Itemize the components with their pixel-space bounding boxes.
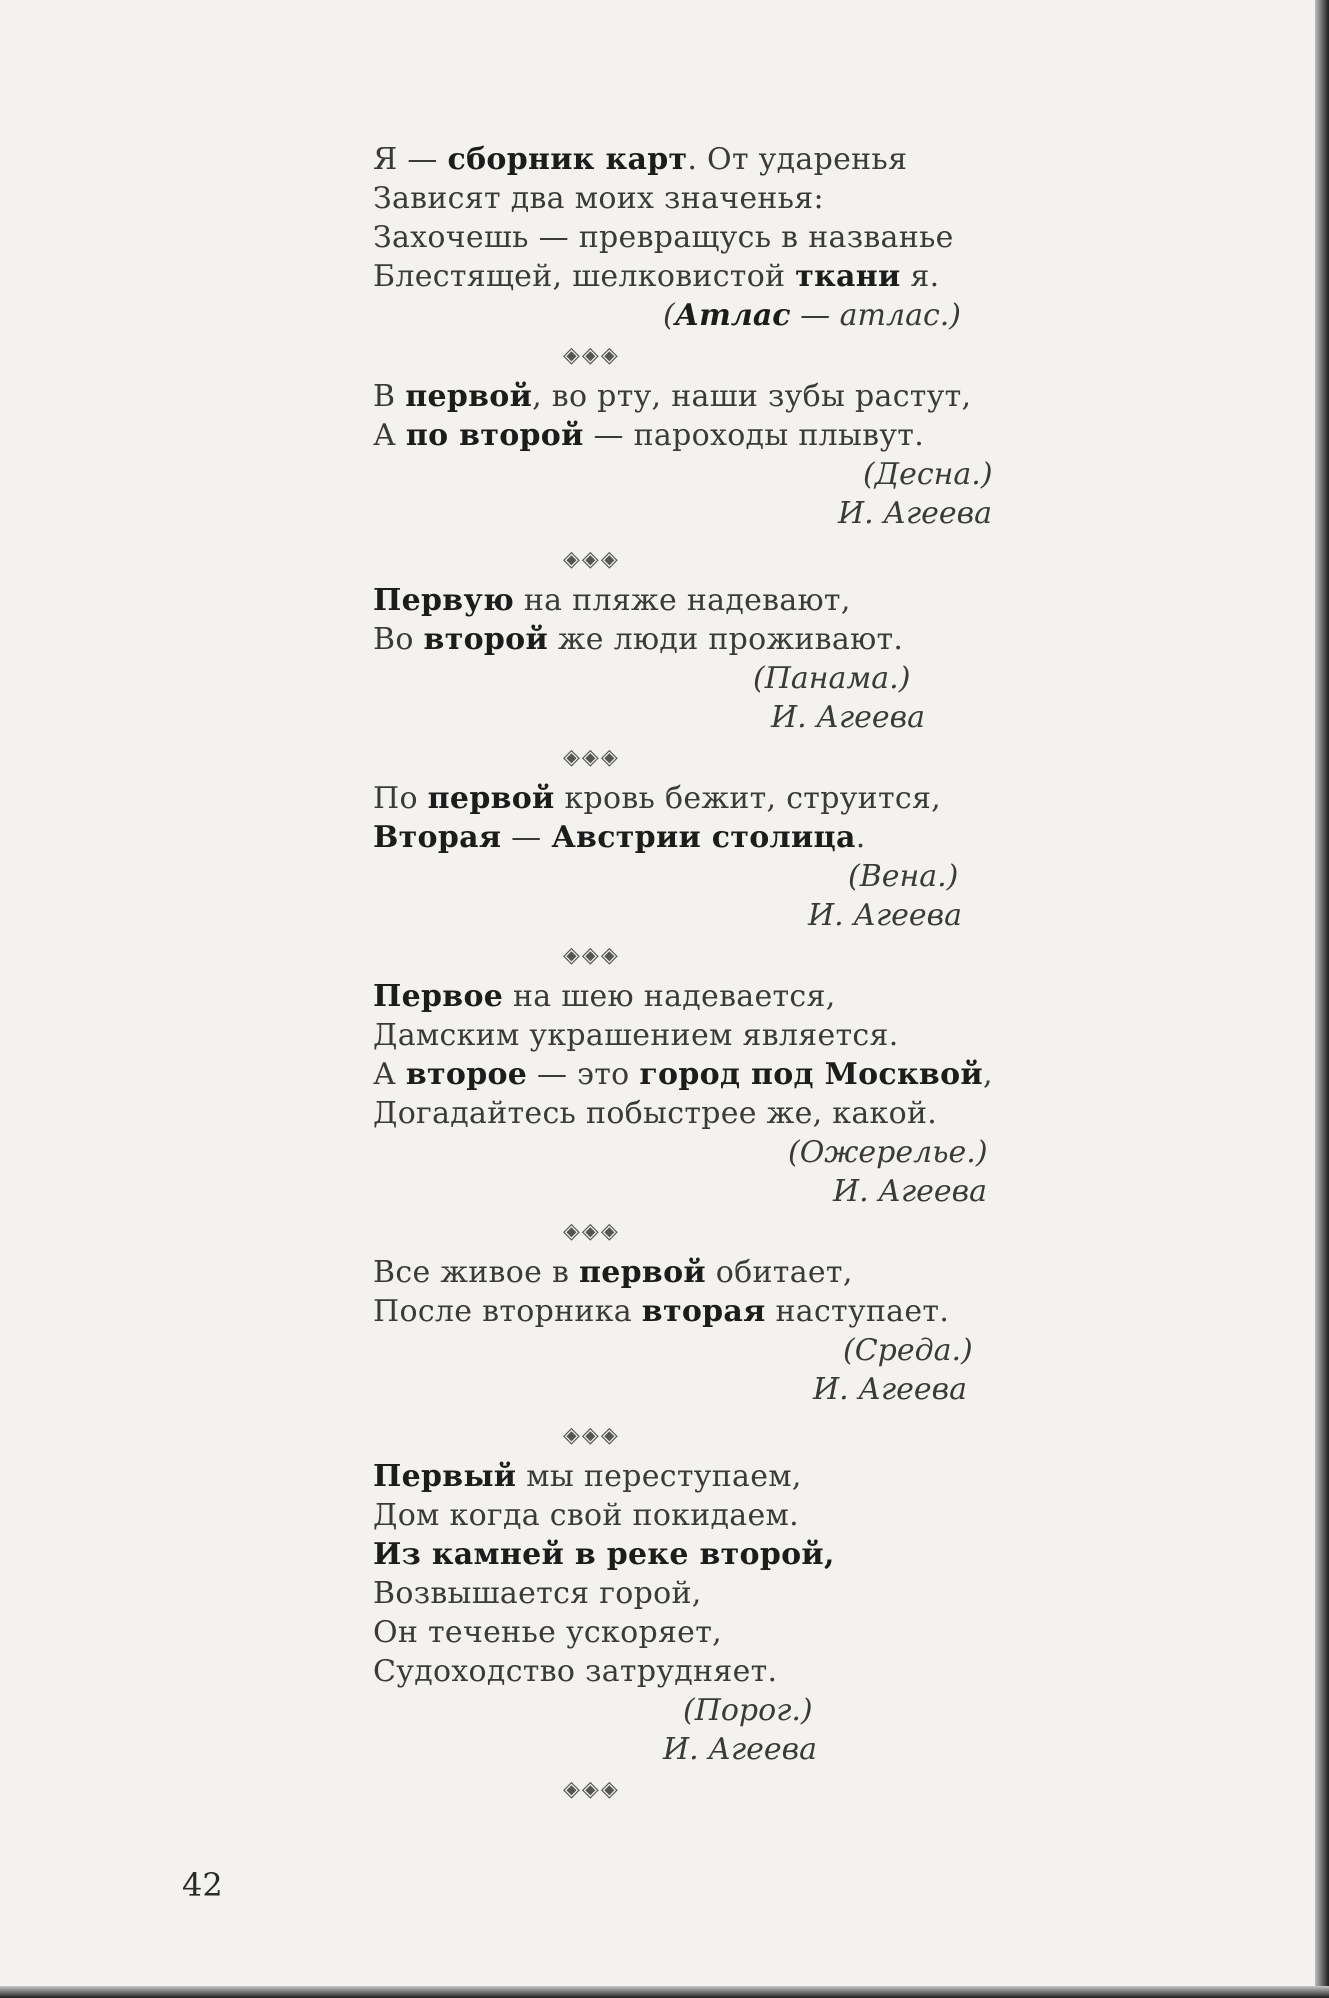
diamond-separator-icon: ◈◈◈ — [563, 547, 620, 572]
diamond-separator-icon: ◈◈◈ — [563, 1777, 620, 1802]
riddle — [373, 140, 1033, 335]
verse-line — [373, 218, 1033, 257]
text-fragment: — это — [527, 1057, 640, 1092]
bold-fragment: первой — [579, 1255, 706, 1290]
page-edge-right — [1315, 0, 1329, 1998]
verse-line — [373, 1253, 1033, 1292]
verse-line — [373, 1613, 1033, 1652]
verse-line — [373, 818, 1033, 857]
riddle-answer — [373, 455, 1033, 494]
verse-line — [373, 1016, 1033, 1055]
text-fragment: А — [373, 1057, 406, 1092]
bold-fragment: по второй — [405, 418, 584, 453]
text-fragment: ( — [663, 298, 675, 333]
bold-fragment: сборник карт — [447, 142, 688, 177]
bold-fragment: Первое — [373, 979, 504, 1014]
riddle — [373, 1253, 1033, 1409]
text-fragment: Возвышается горой, — [373, 1576, 702, 1611]
bold-fragment: Атлас — [674, 298, 791, 333]
riddle — [373, 779, 1033, 935]
bold-fragment: Из камней в реке второй, — [373, 1537, 835, 1572]
text-fragment: (Вена.) — [848, 859, 959, 894]
riddle-answer — [373, 1133, 1033, 1172]
text-fragment: В — [373, 379, 406, 414]
text-fragment: наступает. — [765, 1294, 950, 1329]
text-fragment: на шею надевается, — [503, 979, 836, 1014]
text-fragment: Захочешь — превращусь в названье — [373, 220, 954, 255]
text-fragment: (Панама.) — [753, 661, 911, 696]
verse-line — [373, 377, 1033, 416]
riddle-answer — [373, 857, 1033, 896]
text-fragment: Судоходство затрудняет. — [373, 1654, 778, 1689]
verse-line — [373, 1574, 1033, 1613]
text-fragment: же люди проживают. — [548, 622, 904, 657]
riddle-answer — [373, 1691, 1033, 1730]
verse-line — [373, 581, 1033, 620]
diamond-separator-icon: ◈◈◈ — [563, 343, 620, 368]
text-fragment: (Ожерелье.) — [788, 1135, 988, 1170]
riddle — [373, 377, 1033, 533]
text-fragment: Во — [373, 622, 424, 657]
text-fragment: Я — — [373, 142, 448, 177]
riddle — [373, 1457, 1033, 1769]
riddle-author: И. Агеева — [813, 1372, 967, 1407]
riddle-author: И. Агеева — [663, 1732, 817, 1767]
text-fragment: Дамским украшением является. — [373, 1018, 899, 1053]
verse-line — [373, 257, 1033, 296]
bold-fragment: Первую — [373, 583, 515, 618]
riddle-answer — [373, 296, 1033, 335]
verse-line — [373, 1457, 1033, 1496]
bold-fragment: первой — [405, 379, 533, 414]
bold-fragment: первой — [427, 781, 555, 816]
text-fragment: на пляже надевают, — [514, 583, 851, 618]
verse-line — [373, 1292, 1033, 1331]
verse-line — [373, 140, 1033, 179]
verse-line — [373, 1652, 1033, 1691]
riddle — [373, 581, 1033, 737]
verse-line — [373, 779, 1033, 818]
verse-line — [373, 1055, 1033, 1094]
bold-fragment: второе — [405, 1057, 528, 1092]
text-fragment: Он теченье ускоряет, — [373, 1615, 722, 1650]
verse-line — [373, 1535, 1033, 1574]
page-edge-bottom — [0, 1986, 1329, 1998]
text-fragment: Блестящей, шелковистой — [373, 259, 796, 294]
riddle-author: И. Агеева — [833, 1174, 987, 1209]
text-fragment: кровь бежит, струится, — [554, 781, 942, 816]
riddle-answer — [373, 659, 1033, 698]
text-fragment: . — [855, 820, 866, 855]
page-number: 42 — [182, 1866, 223, 1904]
text-fragment: Зависят два моих значенья: — [373, 181, 824, 216]
text-fragment: По — [373, 781, 428, 816]
text-fragment: мы переступаем, — [516, 1459, 802, 1494]
bold-fragment: второй — [423, 622, 549, 657]
text-fragment: . От ударенья — [687, 142, 908, 177]
verse-line — [373, 1496, 1033, 1535]
bold-fragment: Вторая — [373, 820, 502, 855]
text-fragment: — пароходы плывут. — [583, 418, 925, 453]
riddle-answer — [373, 1331, 1033, 1370]
bold-fragment: город под Москвой — [639, 1057, 983, 1092]
riddle — [373, 977, 1033, 1211]
bold-fragment: Австрии столица — [551, 820, 856, 855]
text-fragment: , во рту, наши зубы растут, — [532, 379, 972, 414]
verse-line — [373, 416, 1033, 455]
diamond-separator-icon: ◈◈◈ — [563, 745, 620, 770]
text-fragment: — атлас.) — [790, 298, 961, 333]
verse-line — [373, 620, 1033, 659]
text-fragment: (Среда.) — [843, 1333, 973, 1368]
riddle-author: И. Агеева — [808, 898, 962, 933]
text-fragment: — — [501, 820, 552, 855]
bold-fragment: вторая — [641, 1294, 766, 1329]
diamond-separator-icon: ◈◈◈ — [563, 1423, 620, 1448]
text-fragment: А — [373, 418, 406, 453]
text-fragment: я. — [900, 259, 940, 294]
text-fragment: Дом когда свой покидаем. — [373, 1498, 800, 1533]
text-fragment: Догадайтесь побыстрее же, какой. — [373, 1096, 938, 1131]
text-fragment: обитает, — [705, 1255, 853, 1290]
diamond-separator-icon: ◈◈◈ — [563, 1219, 620, 1244]
verse-line — [373, 977, 1033, 1016]
riddle-author: И. Агеева — [838, 496, 992, 531]
text-fragment: После вторника — [373, 1294, 642, 1329]
riddle-author: И. Агеева — [771, 700, 925, 735]
text-fragment: Все живое в — [373, 1255, 579, 1290]
diamond-separator-icon: ◈◈◈ — [563, 943, 620, 968]
riddle-list — [373, 140, 1033, 1811]
verse-line — [373, 179, 1033, 218]
bold-fragment: Первый — [373, 1459, 517, 1494]
text-fragment: (Десна.) — [863, 457, 993, 492]
verse-line — [373, 1094, 1033, 1133]
text-fragment: (Порог.) — [683, 1693, 813, 1728]
text-fragment: , — [982, 1057, 993, 1092]
bold-fragment: ткани — [795, 259, 901, 294]
